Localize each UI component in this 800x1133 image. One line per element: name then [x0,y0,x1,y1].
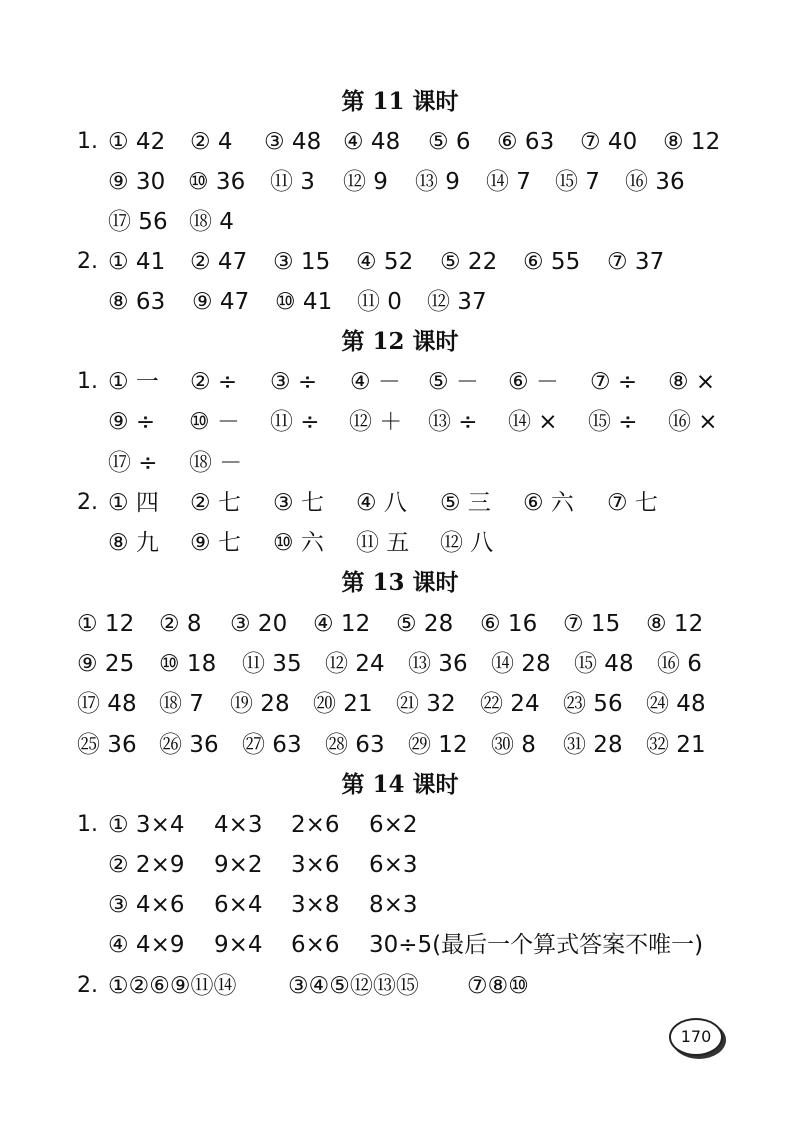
answer-item: ⑭ × [508,409,558,435]
answer-item: ⑭ 28 [491,651,551,677]
answer-line [0,849,800,881]
answer-line [0,729,800,761]
answer-item: ⑫ 24 [325,651,385,677]
answer-item: ㉑ 32 [396,691,456,717]
answer-item: ④ 4×9 [108,932,185,958]
answer-item: ⑧ × [668,369,716,395]
answer-item: ⑯ × [668,409,718,435]
answer-item: ⑱ 4 [189,209,234,235]
answer-line [0,970,800,1002]
answer-item: ⑰ 56 [108,209,168,235]
answer-item: 6×2 [369,812,418,838]
answer-item: 9×2 [214,852,263,878]
answer-item: ② ÷ [190,369,238,395]
answer-item: ⑩ 36 [188,169,246,195]
answer-line [0,527,800,559]
answer-item: ㉔ 48 [646,691,706,717]
answer-item: ⑧ 12 [646,611,704,637]
answer-item: ① 42 [108,129,166,155]
answer-line [0,447,800,479]
answer-item: ㉚ 8 [491,732,536,758]
answer-item: ⑦ 七 [607,490,658,516]
answer-line [0,366,800,398]
question-number: 2. [77,490,98,515]
answer-item: ⑦⑧⑩ [467,973,529,999]
answer-item: ③④⑤⑫⑬⑮ [288,973,419,999]
answer-item: ② 4 [190,129,233,155]
answer-item: ⑫ 9 [343,169,388,195]
answer-item: ⑫ 37 [427,289,487,315]
answer-item: ⑥ 16 [480,611,538,637]
answer-item: 2×6 [291,812,340,838]
answer-item: ⑩ － [189,409,240,435]
answer-item: ⑤ 22 [440,249,498,275]
answer-item: ⑩ 六 [273,530,324,556]
answer-item: ㉙ 12 [408,732,468,758]
answer-item: ⑮ 48 [574,651,634,677]
answer-item: 3×6 [291,852,340,878]
answer-item: ⑥ 六 [523,490,574,516]
section-title: 第 12 课时 [341,328,459,355]
answer-line [0,286,800,318]
answer-item: ② 2×9 [108,852,185,878]
answer-item: ㉕ 36 [77,732,137,758]
answer-item: ① 一 [108,369,159,395]
answer-item: 3×8 [291,892,340,918]
section-title: 第 11 课时 [341,88,459,115]
answer-item: ⑨ 25 [77,651,135,677]
answer-item: ③ ÷ [270,369,318,395]
question-number: 2. [77,249,98,274]
answer-item: ⑨ 47 [192,289,250,315]
answer-item: ⑤ 三 [440,490,491,516]
answer-item: ① 41 [108,249,166,275]
answer-item: ③ 20 [230,611,288,637]
answer-item: ⑮ 7 [555,169,600,195]
answer-item: ⑯ 6 [657,651,702,677]
answer-item: ① 四 [108,490,159,516]
page-number-badge: 170 [669,1018,723,1056]
answer-item: 6×3 [369,852,418,878]
answer-item: ㉜ 21 [646,732,706,758]
answer-item: ③ 4×6 [108,892,185,918]
answer-item: ② 七 [190,490,241,516]
answer-line [0,166,800,198]
answer-item: ④ 48 [343,129,401,155]
answer-item: ④ 52 [356,249,414,275]
answer-item: ⑬ 36 [408,651,468,677]
answer-item: ⑭ 7 [486,169,531,195]
answer-item: ⑱ － [189,450,243,476]
answer-item: ⑪ 0 [357,289,402,315]
answer-line [0,608,800,640]
answer-item: ⑪ 3 [270,169,315,195]
answer-item: ⑤ － [428,369,479,395]
answer-item: ① 3×4 [108,812,185,838]
answer-item: ⑥ 55 [523,249,581,275]
answer-item: ⑰ ÷ [108,450,158,476]
answer-item: ⑧ 12 [663,129,721,155]
answer-item: ⑦ ÷ [590,369,638,395]
answer-item: ⑫ ＋ [349,409,403,435]
answer-item: ② 8 [159,611,202,637]
answer-item: ㉛ 28 [563,732,623,758]
answer-item: ⑳ 21 [313,691,373,717]
answer-item: ㉖ 36 [159,732,219,758]
answer-line [0,929,800,961]
answer-item: ⑱ 7 [159,691,204,717]
answer-item: ⑨ 30 [108,169,166,195]
answer-item: 6×4 [214,892,263,918]
answer-item: ⑤ 28 [396,611,454,637]
answer-item: ⑧ 63 [108,289,166,315]
answer-item: ⑧ 九 [108,530,159,556]
answer-item: ⑩ 18 [159,651,217,677]
answer-item: ⑬ 9 [415,169,460,195]
question-number: 1. [77,369,98,394]
answer-item: ④ － [350,369,401,395]
answer-line [0,648,800,680]
answer-item: 4×3 [214,812,263,838]
answer-item: ⑦ 15 [563,611,621,637]
answer-item: 30÷5(最后一个算式答案不唯一) [369,932,704,958]
answer-item: ③ 15 [273,249,331,275]
answer-item: ⑤ 6 [428,129,471,155]
answer-line [0,206,800,238]
answer-item: ① 12 [77,611,135,637]
answer-item: ⑩ 41 [275,289,333,315]
answer-item: ⑰ 48 [77,691,137,717]
answer-item: ⑪ ÷ [270,409,320,435]
answer-item: ⑪ 五 [356,530,410,556]
question-number: 1. [77,129,98,154]
answer-item: 9×4 [214,932,263,958]
answer-line [0,126,800,158]
answer-item: ③ 七 [273,490,324,516]
answer-item: ⑪ 35 [242,651,302,677]
section-title: 第 14 课时 [341,771,459,798]
answer-line [0,246,800,278]
answer-item: ⑥ 63 [497,129,555,155]
answer-line [0,406,800,438]
answer-item: ㉗ 63 [242,732,302,758]
question-number: 2. [77,973,98,998]
answer-item: ⑦ 37 [607,249,665,275]
answer-item: ④ 12 [313,611,371,637]
answer-item: ⑫ 八 [440,530,494,556]
answer-line [0,809,800,841]
answer-item: 8×3 [369,892,418,918]
answer-item: ⑨ ÷ [108,409,156,435]
answer-line [0,688,800,720]
answer-item: ③ 48 [264,129,322,155]
answer-item: ⑲ 28 [230,691,290,717]
answer-item: ⑥ － [508,369,559,395]
answer-item: ⑦ 40 [580,129,638,155]
question-number: 1. [77,812,98,837]
section-title: 第 13 课时 [341,569,459,596]
answer-item: ⑮ ÷ [588,409,638,435]
answer-item: ㉓ 56 [563,691,623,717]
answer-item: 6×6 [291,932,340,958]
answer-item: ①②⑥⑨⑪⑭ [108,973,237,999]
answer-item: ② 47 [190,249,248,275]
answer-item: ④ 八 [356,490,407,516]
answer-line [0,889,800,921]
answer-item: ⑯ 36 [625,169,685,195]
answer-item: ⑬ ÷ [428,409,478,435]
answer-item: ㉘ 63 [325,732,385,758]
answer-item: ㉒ 24 [480,691,540,717]
answer-line [0,487,800,519]
answer-item: ⑨ 七 [190,530,241,556]
